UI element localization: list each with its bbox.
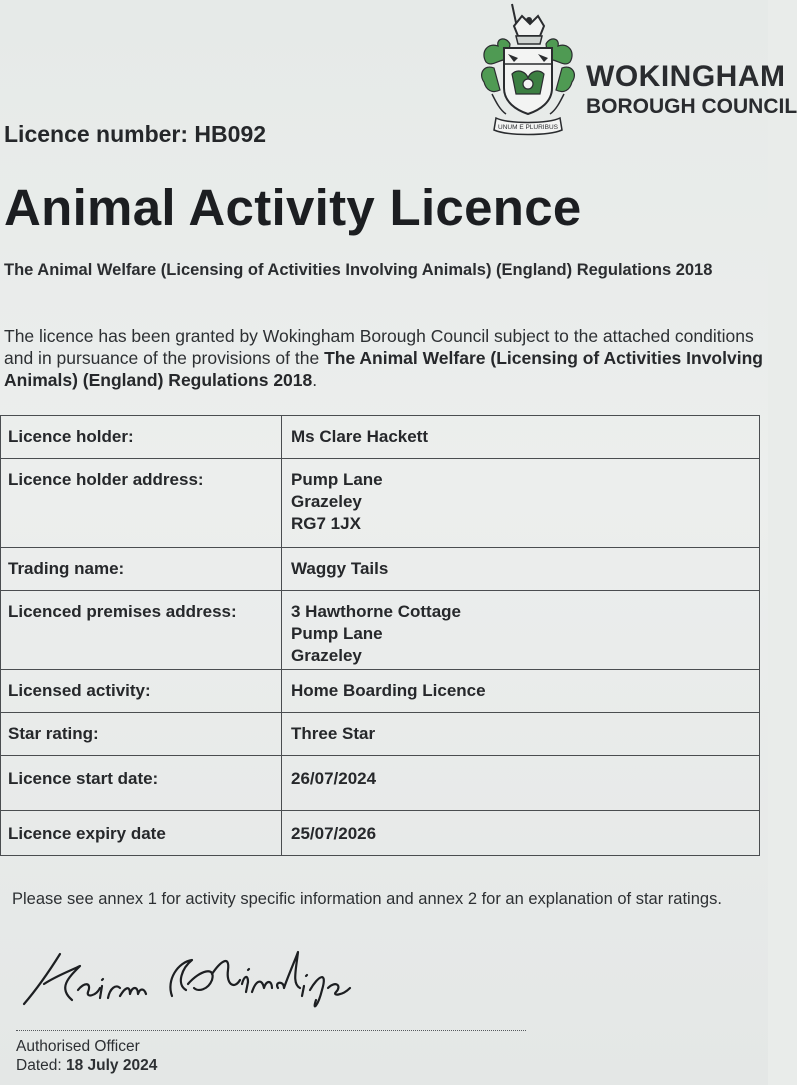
table-row bbox=[1, 416, 760, 459]
table-row bbox=[1, 713, 760, 756]
licence-holder-label: Licence holder: bbox=[1, 416, 282, 459]
trading-name-value: Waggy Tails bbox=[282, 548, 760, 591]
signature-line bbox=[16, 1030, 526, 1031]
officer-title: Authorised Officer bbox=[16, 1038, 140, 1055]
regulation-heading: The Animal Welfare (Licensing of Activities Involving Animals) (England) Regulations 2018 bbox=[4, 261, 713, 279]
annex-note: Please see annex 1 for activity specific information and annex 2 for an explanation of star ratings. bbox=[12, 890, 722, 908]
officer-block bbox=[16, 1037, 157, 1075]
document-title: Animal Activity Licence bbox=[4, 179, 582, 236]
star-rating-label: Star rating: bbox=[1, 713, 282, 756]
intro-end: . bbox=[312, 370, 318, 390]
licensed-activity-label: Licensed activity: bbox=[1, 670, 282, 713]
address-line: 3 Hawthorne Cottage bbox=[291, 602, 462, 621]
intro-text: The licence has been granted by Wokingham Borough Council subject to the attached conditions and in pursuance of the provisions of the bbox=[4, 326, 754, 368]
table-row bbox=[1, 811, 760, 856]
address-line: Grazeley bbox=[291, 492, 362, 511]
licence-details-table bbox=[0, 415, 760, 856]
address-line: Pump Lane bbox=[291, 470, 383, 489]
svg-text:UNUM E PLURIBUS: UNUM E PLURIBUS bbox=[498, 124, 558, 131]
address-line: RG7 1JX bbox=[291, 514, 361, 533]
table-row bbox=[1, 459, 760, 548]
start-date-value: 26/07/2024 bbox=[282, 756, 760, 811]
licence-holder-value: Ms Clare Hackett bbox=[282, 416, 760, 459]
premises-address-value bbox=[282, 591, 760, 670]
intro-regulation-bold: The Animal Welfare (Licensing of Activities Involving Animals) (England) Regulations 2018 bbox=[4, 348, 763, 390]
premises-address-label: Licenced premises address: bbox=[1, 591, 282, 670]
address-line: Grazeley bbox=[291, 646, 362, 665]
council-name-line2: BOROUGH COUNCIL bbox=[586, 95, 797, 118]
dated-line bbox=[16, 1056, 157, 1075]
intro-paragraph bbox=[4, 325, 768, 391]
star-rating-value: Three Star bbox=[282, 713, 760, 756]
table-row bbox=[1, 591, 760, 670]
table-row bbox=[1, 670, 760, 713]
licence-number: Licence number: HB092 bbox=[4, 121, 267, 147]
licensed-activity-value: Home Boarding Licence bbox=[282, 670, 760, 713]
holder-address-label: Licence holder address: bbox=[1, 459, 282, 548]
dated-label: Dated: bbox=[16, 1057, 66, 1074]
table-row bbox=[1, 548, 760, 591]
holder-address-value bbox=[282, 459, 760, 548]
expiry-date-value: 25/07/2026 bbox=[282, 811, 760, 856]
address-line: Pump Lane bbox=[291, 624, 383, 643]
handwritten-signature bbox=[16, 940, 356, 1020]
expiry-date-label: Licence expiry date bbox=[1, 811, 282, 856]
council-name-line1: WOKINGHAM bbox=[586, 60, 786, 93]
start-date-label: Licence start date: bbox=[1, 756, 282, 811]
council-name bbox=[586, 60, 797, 120]
table-row bbox=[1, 756, 760, 811]
council-crest-logo bbox=[478, 2, 578, 142]
trading-name-label: Trading name: bbox=[1, 548, 282, 591]
dated-value: 18 July 2024 bbox=[65, 1057, 158, 1074]
